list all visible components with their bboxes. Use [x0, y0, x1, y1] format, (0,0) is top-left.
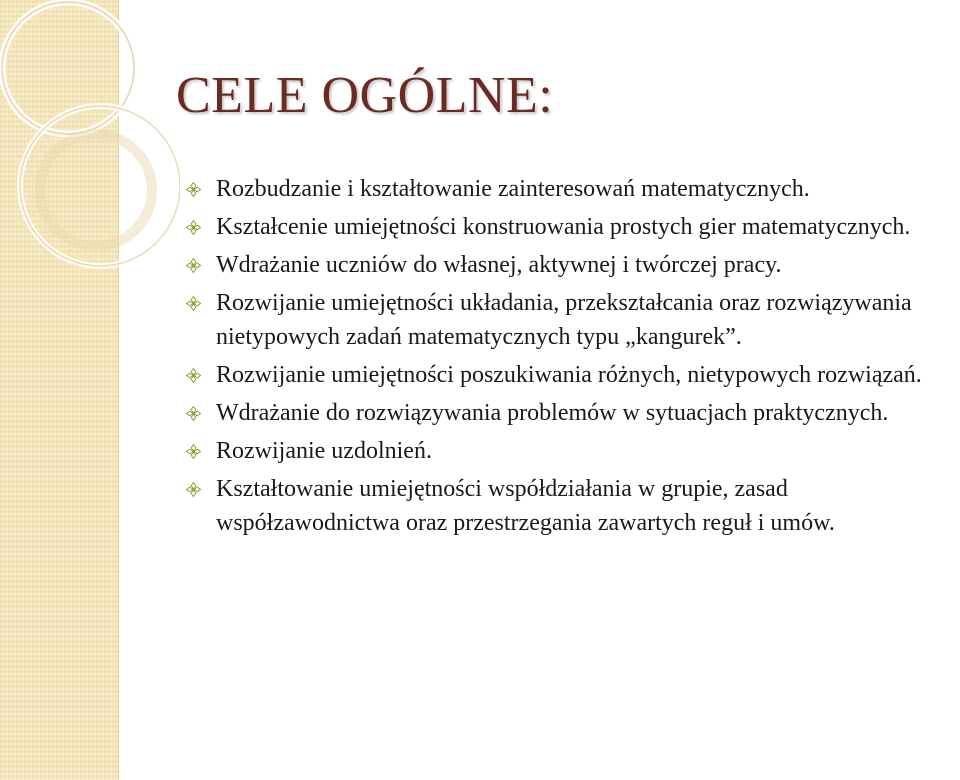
four-diamond-bullet-icon: [186, 482, 201, 497]
list-item: [186, 210, 958, 244]
four-diamond-bullet-icon: [186, 258, 201, 273]
list-item: [186, 286, 958, 354]
list-item-text: Rozbudzanie i kształtowanie zainteresowań matematycznych.: [216, 176, 810, 202]
list-item: [186, 358, 958, 392]
four-diamond-bullet-icon: [186, 220, 201, 235]
decorative-rings-icon: [0, 0, 180, 300]
list-item: [186, 172, 958, 206]
list-item-text: Wdrażanie uczniów do własnej, aktywnej i twórczej pracy.: [216, 252, 782, 278]
list-item: [186, 434, 958, 468]
list-item-text: Kształcenie umiejętności konstruowania prostych gier matematycznych.: [216, 214, 911, 240]
four-diamond-bullet-icon: [186, 182, 201, 197]
list-item-text: Kształtowanie umiejętności współdziałania w grupie, zasad współzawodnictwa oraz przestrzegania zawartych reguł i umów.: [216, 476, 835, 536]
list-item: [186, 472, 958, 540]
four-diamond-bullet-icon: [186, 368, 201, 383]
four-diamond-bullet-icon: [186, 296, 201, 311]
list-item-text: Rozwijanie uzdolnień.: [216, 438, 432, 464]
list-item-text: Wdrażanie do rozwiązywania problemów w sytuacjach praktycznych.: [216, 400, 889, 426]
list-item: [186, 396, 958, 430]
slide-title: CELE OGÓLNE:: [176, 67, 554, 124]
list-item-text: Rozwijanie umiejętności układania, przekształcania oraz rozwiązywania nietypowych zadań matematycznych typu „kangurek”.: [216, 290, 912, 350]
list-item-text: Rozwijanie umiejętności poszukiwania różnych, nietypowych rozwiązań.: [216, 362, 922, 388]
list-item: [186, 248, 958, 282]
four-diamond-bullet-icon: [186, 406, 201, 421]
four-diamond-bullet-icon: [186, 444, 201, 459]
goals-list: [186, 172, 958, 544]
